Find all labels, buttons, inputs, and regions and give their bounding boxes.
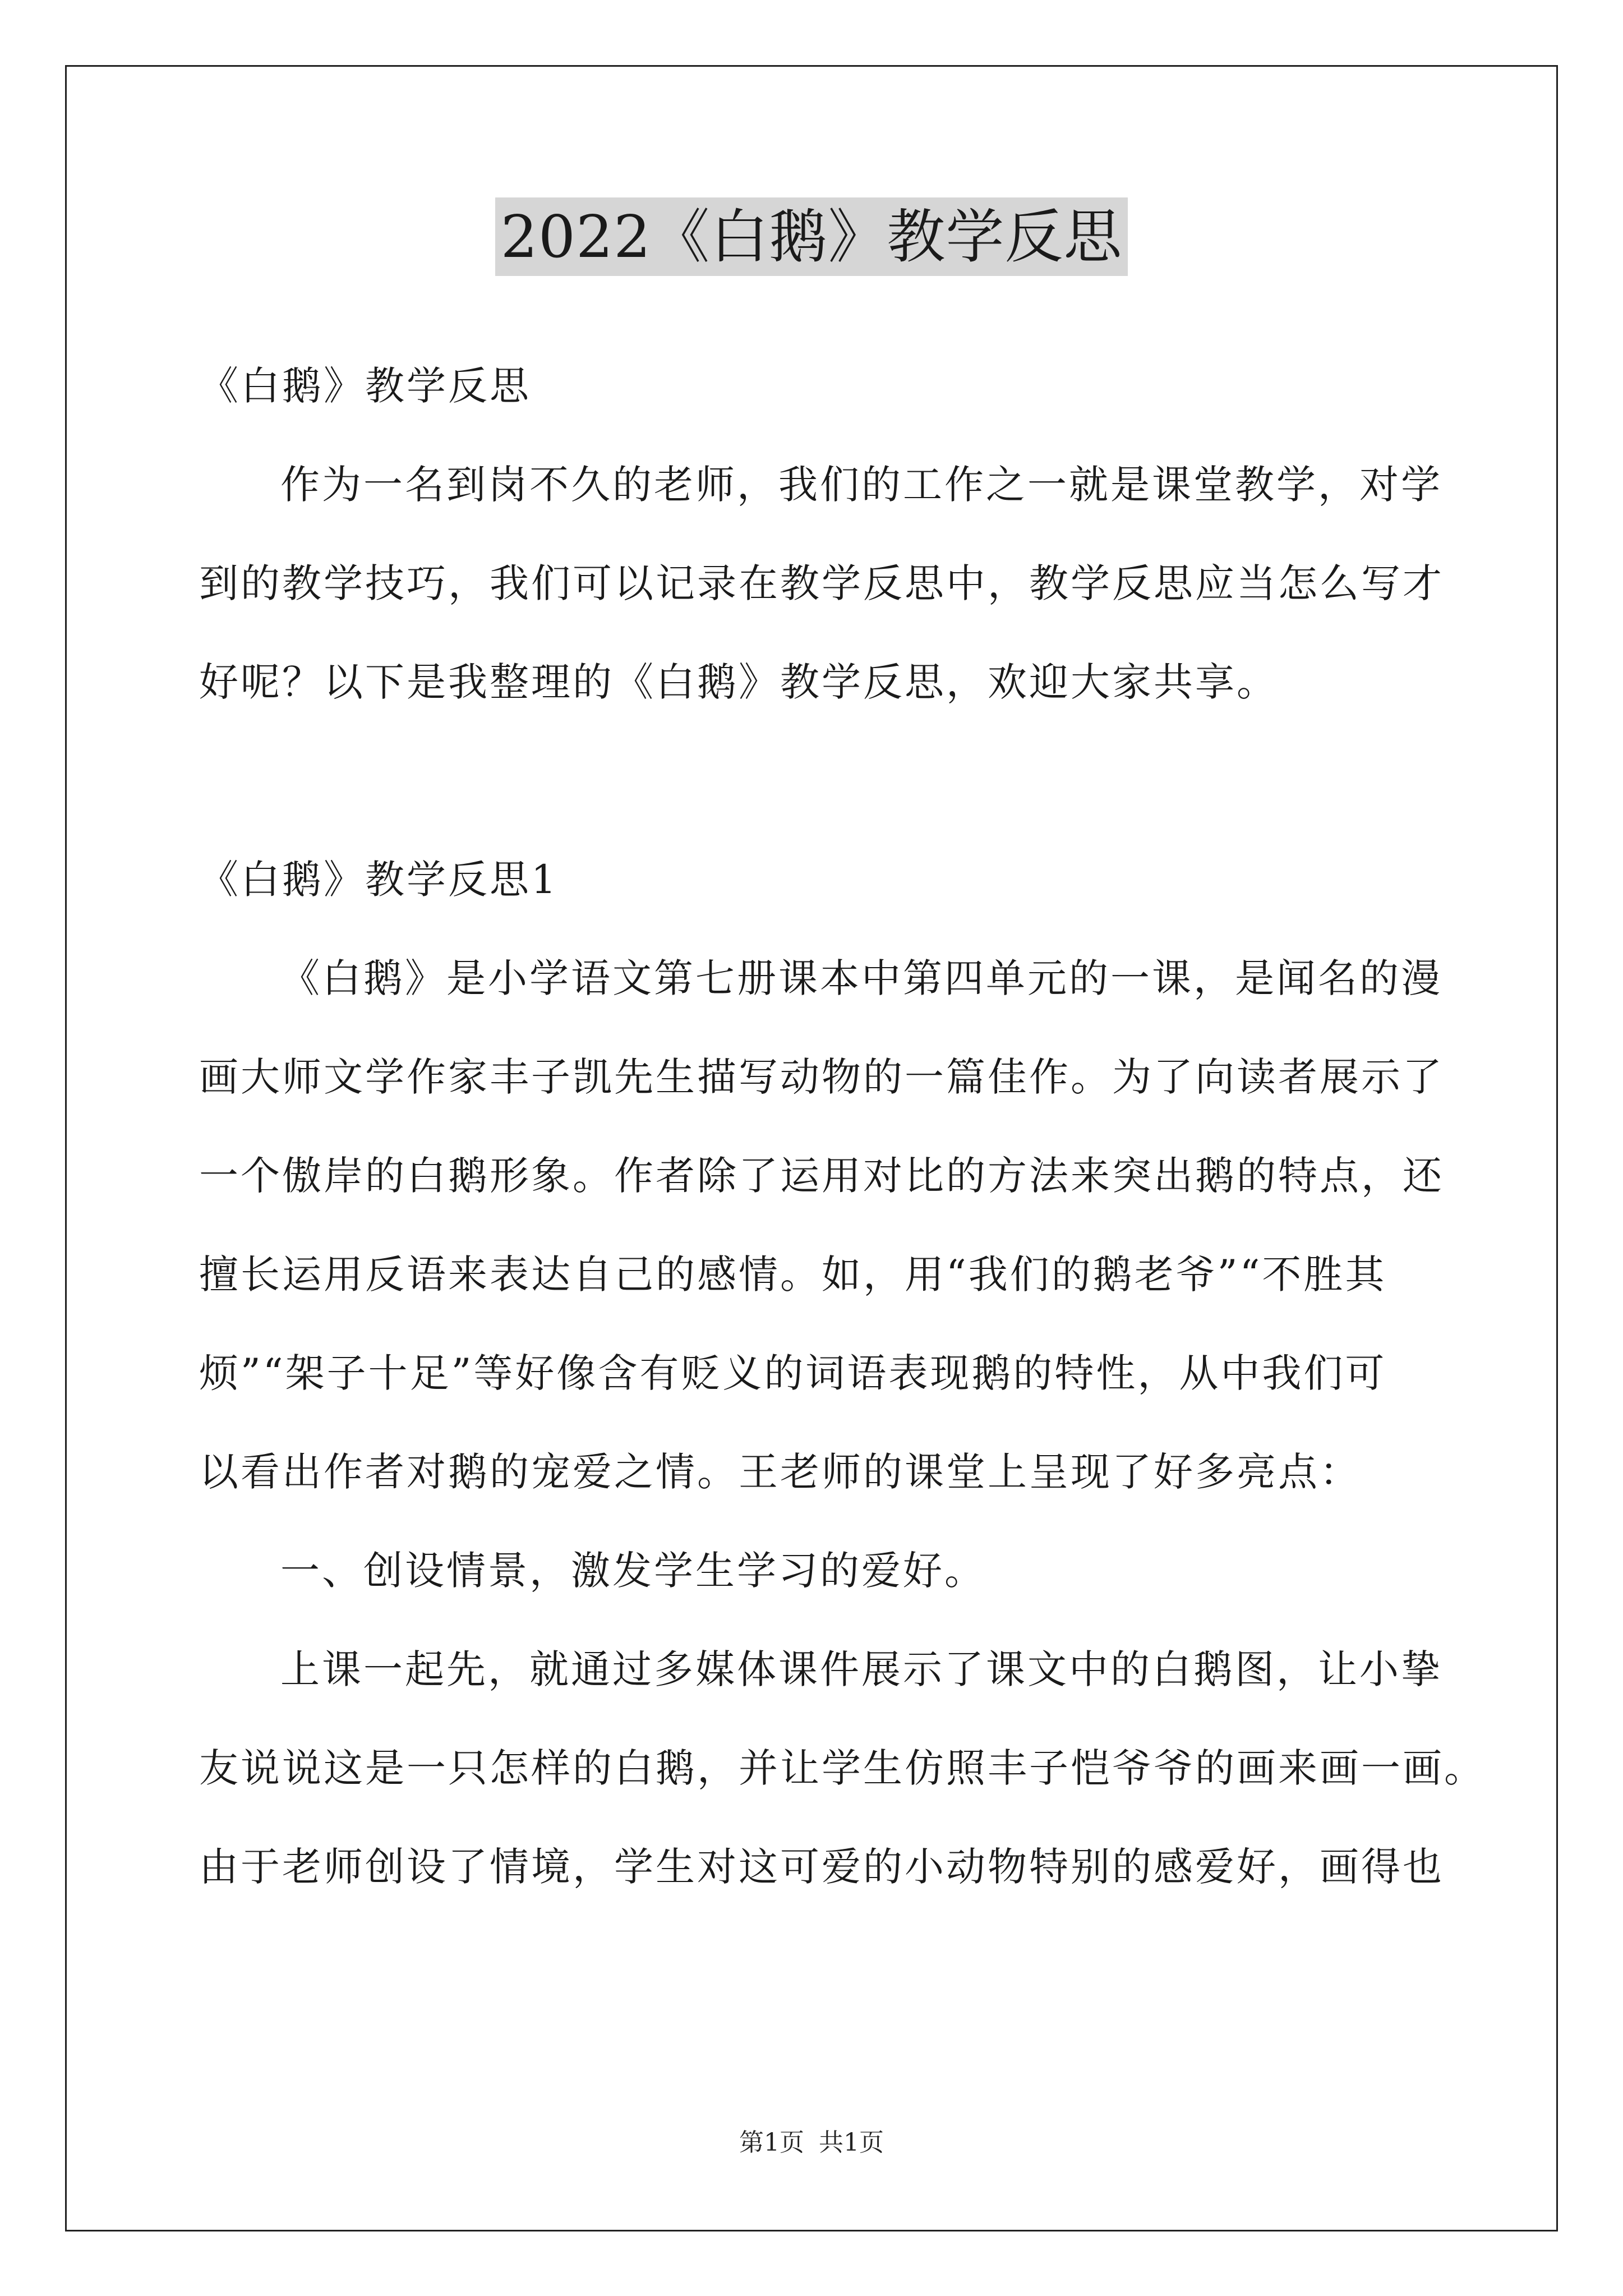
page-number: 第1页 bbox=[739, 2128, 804, 2157]
paragraph-line: 擅长运用反语来表达自己的感情。如，用“我们的鹅老爷”“不胜其 bbox=[199, 1251, 1387, 1297]
blank-line bbox=[199, 731, 1433, 830]
title-wrap bbox=[0, 197, 1623, 276]
paragraph-line: 烦”“架子十足”等好像含有贬义的词语表现鹅的特性，从中我们可 bbox=[199, 1350, 1387, 1396]
paragraph-line: 一个傲岸的白鹅形象。作者除了运用对比的方法来突出鹅的特点，还 bbox=[199, 1153, 1444, 1199]
paragraph-line: 上课一起先，就通过多媒体课件展示了课文中的白鹅图，让小挚 bbox=[280, 1646, 1442, 1692]
paragraph-line: 画大师文学作家丰子凯先生描写动物的一篇佳作。为了向读者展示了 bbox=[199, 1054, 1444, 1100]
document-body bbox=[199, 337, 1486, 1916]
point-heading: 一、创设情景，激发学生学习的爱好。 bbox=[280, 1548, 986, 1594]
intro-line: 好呢？以下是我整理的《白鹅》教学反思，欢迎大家共享。 bbox=[199, 659, 1278, 705]
paragraph-line: 友说说这是一只怎样的白鹅，并让学生仿照丰子恺爷爷的画来画一画。 bbox=[199, 1745, 1486, 1791]
section-heading: 《白鹅》教学反思1 bbox=[199, 857, 559, 903]
document-title: 2022《白鹅》教学反思 bbox=[495, 197, 1128, 276]
paragraph-line: 《白鹅》是小学语文第七册课本中第四单元的一课，是闻名的漫 bbox=[280, 955, 1442, 1001]
paragraph-line: 由于老师创设了情境，学生对这可爱的小动物特别的感爱好，画得也 bbox=[199, 1844, 1444, 1890]
intro-line: 作为一名到岗不久的老师，我们的工作之一就是课堂教学，对学 bbox=[280, 462, 1442, 508]
paragraph-line: 以看出作者对鹅的宠爱之情。王老师的课堂上呈现了好多亮点： bbox=[199, 1449, 1361, 1495]
page-total: 共1页 bbox=[819, 2128, 884, 2157]
subtitle: 《白鹅》教学反思 bbox=[199, 363, 531, 409]
intro-line: 到的教学技巧，我们可以记录在教学反思中，教学反思应当怎么写才 bbox=[199, 560, 1444, 606]
page-footer bbox=[0, 2126, 1623, 2160]
